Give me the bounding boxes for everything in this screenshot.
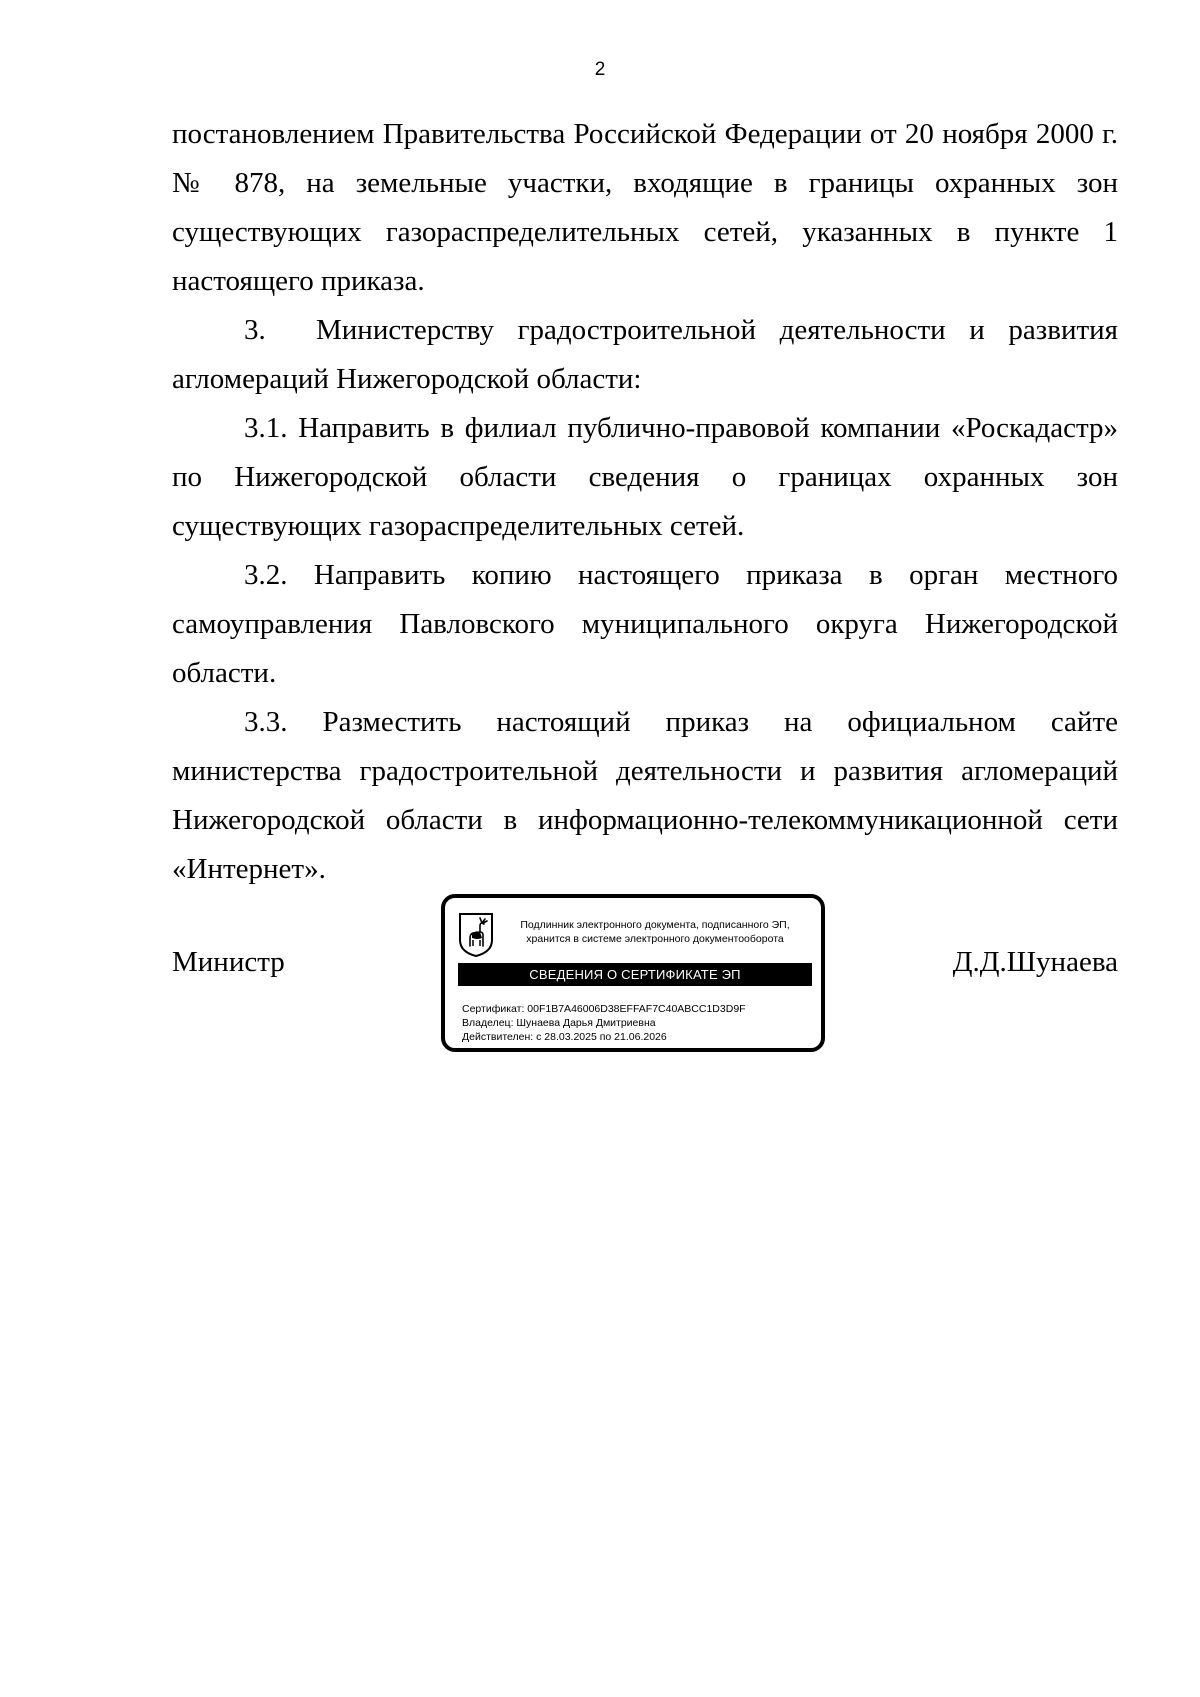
paragraph-item-3-3: 3.3. Разместить настоящий приказ на официальном сайте министерства градостроительной деятельности и развития агломераций Нижегородской области в информационно-телекоммуникационной сети «Интернет».: [172, 706, 1118, 885]
paragraph-item-3: [172, 306, 1118, 404]
coat-of-arms-deer-icon: [458, 912, 494, 958]
item-3-text: Министерству градостроительной деятельности и развития агломераций Нижегородской области:: [172, 314, 1118, 395]
paragraph-item-3-1: 3.1. Направить в филиал публично-правовой компании «Роскадастр» по Нижегородской области сведения о границах охранных зон существующих газораспределительных сетей.: [172, 412, 1118, 542]
stamp-note-line-2: хранится в системе электронного документооборота: [526, 933, 784, 945]
certificate-owner: Владелец: Шунаева Дарья Дмитриевна: [462, 1017, 656, 1029]
paragraph-continuation: постановлением Правительства Российской Федерации от 20 ноября 2000 г. № 878, на земельные участки, входящие в границы охранных зон существующих газораспределительных сетей, указанных в пункте 1 настоящего приказа.: [172, 118, 1118, 297]
certificate-validity: Действителен: с 28.03.2025 по 21.06.2026: [462, 1031, 667, 1043]
paragraph-item-3-2: 3.2. Направить копию настоящего приказа в орган местного самоуправления Павловского муниципального округа Нижегородской области.: [172, 559, 1118, 689]
stamp-note: [505, 918, 805, 946]
document-body: [172, 110, 1118, 894]
stamp-details: [462, 1002, 812, 1044]
item-3-number: 3.: [244, 314, 266, 346]
page-number: 2: [594, 59, 606, 80]
signatory-name: Д.Д.Шунаева: [952, 946, 1118, 978]
certificate-number: Сертификат: 00F1B7A46006D38EFFAF7C40ABCC1D3D9F: [462, 1003, 746, 1015]
electronic-signature-stamp: [441, 894, 825, 1052]
stamp-note-line-1: Подлинник электронного документа, подписанного ЭП,: [520, 919, 790, 931]
stamp-title-bar: СВЕДЕНИЯ О СЕРТИФИКАТЕ ЭП: [458, 963, 812, 986]
signatory-position: Министр: [172, 946, 285, 978]
